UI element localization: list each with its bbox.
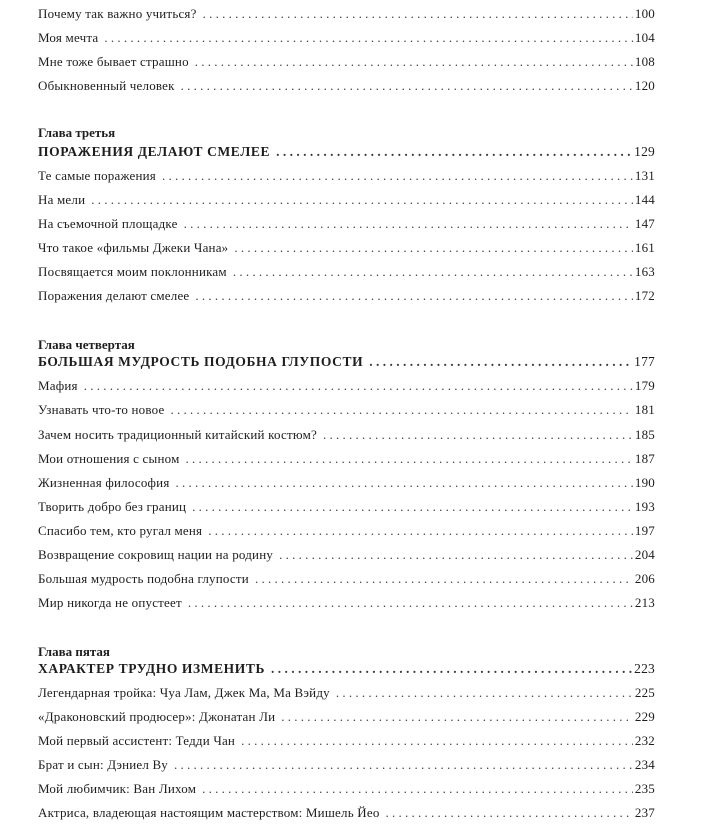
chapter-page: 223 xyxy=(634,661,655,676)
toc-entry-page: 100 xyxy=(634,6,655,21)
dot-leader xyxy=(203,4,633,24)
chapter-label: Глава третья xyxy=(38,125,116,140)
toc-entry-page: 229 xyxy=(634,709,655,724)
dot-leader xyxy=(181,76,633,96)
toc-entry-page: 181 xyxy=(634,402,655,417)
dot-leader xyxy=(281,707,633,727)
toc-entry-page: 225 xyxy=(634,685,655,700)
chapter-title: БОЛЬШАЯ МУДРОСТЬ ПОДОБНА ГЛУПОСТИ xyxy=(38,354,364,369)
toc-entry xyxy=(38,803,655,823)
toc-entry-title: Возвращение сокровищ нации на родину xyxy=(38,547,274,562)
toc-entry xyxy=(38,569,655,589)
toc-entry-title: Посвящается моим поклонникам xyxy=(38,264,227,279)
toc-entry-page: 187 xyxy=(634,451,655,466)
dot-leader xyxy=(234,238,633,258)
toc-entry-page: 204 xyxy=(634,547,655,562)
toc-entry-title: Зачем носить традиционный китайский костюм? xyxy=(38,427,318,442)
toc-entry-title: Легендарная тройка: Чуа Лам, Джек Ма, Ма Вэйду xyxy=(38,685,330,700)
toc-entry-title: Творить добро без границ xyxy=(38,499,187,514)
dot-leader xyxy=(336,683,633,703)
dot-leader xyxy=(202,779,633,799)
dot-leader xyxy=(186,449,633,469)
toc-entry-page: 197 xyxy=(634,523,655,538)
chapter-title-row xyxy=(38,659,655,679)
toc-entry-title: На съемочной площадке xyxy=(38,216,178,231)
toc-entry xyxy=(38,449,655,469)
dot-leader xyxy=(279,545,633,565)
toc-entry-title: Мафия xyxy=(38,378,78,393)
toc-entry-title: На мели xyxy=(38,192,86,207)
toc-entry-title: Те самые поражения xyxy=(38,168,156,183)
dot-leader xyxy=(84,376,633,396)
toc-entry-title: Узнавать что-то новое xyxy=(38,402,165,417)
dot-leader xyxy=(162,166,633,186)
dot-leader xyxy=(192,497,633,517)
dot-leader xyxy=(176,473,633,493)
dot-leader xyxy=(170,400,632,420)
dot-leader xyxy=(323,425,633,445)
toc-entry-title: Брат и сын: Дэниел Ву xyxy=(38,757,168,772)
chapter-label: Глава пятая xyxy=(38,644,110,659)
toc-entry xyxy=(38,593,655,613)
dot-leader xyxy=(386,803,633,823)
dot-leader xyxy=(188,593,633,613)
toc-entry-page: 213 xyxy=(634,595,655,610)
toc-entry-title: Поражения делают смелее xyxy=(38,288,190,303)
chapter-title: ПОРАЖЕНИЯ ДЕЛАЮТ СМЕЛЕЕ xyxy=(38,144,271,159)
toc-entry xyxy=(38,497,655,517)
toc-entry-page: 147 xyxy=(634,216,655,231)
toc-entry-title: Обыкновенный человек xyxy=(38,78,175,93)
toc-entry-title: Актриса, владеющая настоящим мастерством: Мишель Йео xyxy=(38,805,380,820)
toc-entry xyxy=(38,286,655,306)
toc-entry-title: Что такое «фильмы Джеки Чана» xyxy=(38,240,229,255)
dot-leader xyxy=(184,214,633,234)
toc-entry-title: Мир никогда не опустеет xyxy=(38,595,182,610)
toc-entry xyxy=(38,262,655,282)
dot-leader xyxy=(271,659,632,679)
dot-leader xyxy=(241,731,633,751)
chapter-title: ХАРАКТЕР ТРУДНО ИЗМЕНИТЬ xyxy=(38,661,266,676)
toc-entry xyxy=(38,731,655,751)
toc-entry xyxy=(38,779,655,799)
toc-entry xyxy=(38,755,655,775)
toc-entry xyxy=(38,238,655,258)
chapter-label: Глава четвертая xyxy=(38,337,135,352)
chapter-title-row xyxy=(38,352,655,372)
toc-entry xyxy=(38,473,655,493)
toc-entry-page: 179 xyxy=(634,378,655,393)
toc-entry xyxy=(38,166,655,186)
toc-entry-title: Жизненная философия xyxy=(38,475,170,490)
toc-entry xyxy=(38,376,655,396)
toc-entry-page: 235 xyxy=(634,781,655,796)
toc-entry-page: 163 xyxy=(634,264,655,279)
chapter-page: 129 xyxy=(634,144,655,159)
dot-leader xyxy=(195,52,633,72)
toc-entry xyxy=(38,190,655,210)
dot-leader xyxy=(233,262,633,282)
toc-entry-title: Мои отношения с сыном xyxy=(38,451,180,466)
dot-leader xyxy=(276,142,632,162)
toc-entry xyxy=(38,400,655,420)
dot-leader xyxy=(174,755,633,775)
toc-entry-title: Мне тоже бывает страшно xyxy=(38,54,189,69)
dot-leader xyxy=(104,28,633,48)
chapter-page: 177 xyxy=(634,354,655,369)
toc-entry-title: «Драконовский продюсер»: Джонатан Ли xyxy=(38,709,276,724)
toc-entry xyxy=(38,52,655,72)
dot-leader xyxy=(255,569,633,589)
chapter-title-row xyxy=(38,142,655,162)
toc-entry-page: 237 xyxy=(634,805,655,820)
toc-entry-page: 190 xyxy=(634,475,655,490)
dot-leader xyxy=(208,521,633,541)
toc-entry xyxy=(38,28,655,48)
dot-leader xyxy=(195,286,633,306)
toc-entry-page: 108 xyxy=(634,54,655,69)
toc-entry-page: 234 xyxy=(634,757,655,772)
toc-entry-page: 193 xyxy=(634,499,655,514)
toc-entry-page: 144 xyxy=(634,192,655,207)
toc-entry-title: Моя мечта xyxy=(38,30,99,45)
toc-entry xyxy=(38,683,655,703)
toc-entry xyxy=(38,707,655,727)
toc-entry-title: Мой любимчик: Ван Лихом xyxy=(38,781,197,796)
toc-entry-page: 104 xyxy=(634,30,655,45)
toc-entry-page: 161 xyxy=(634,240,655,255)
toc-entry xyxy=(38,214,655,234)
toc-entry-page: 185 xyxy=(634,427,655,442)
toc-entry-page: 120 xyxy=(634,78,655,93)
toc-entry-title: Почему так важно учиться? xyxy=(38,6,197,21)
toc-entry xyxy=(38,4,655,24)
toc-entry xyxy=(38,76,655,96)
toc-entry-title: Мой первый ассистент: Тедди Чан xyxy=(38,733,236,748)
toc-entry-title: Большая мудрость подобна глупости xyxy=(38,571,249,586)
toc-entry-page: 172 xyxy=(634,288,655,303)
toc-entry xyxy=(38,425,655,445)
toc-entry-title: Спасибо тем, кто ругал меня xyxy=(38,523,203,538)
toc-entry-page: 206 xyxy=(634,571,655,586)
dot-leader xyxy=(369,352,632,372)
toc-entry xyxy=(38,521,655,541)
dot-leader xyxy=(91,190,633,210)
toc-entry-page: 131 xyxy=(634,168,655,183)
toc-entry xyxy=(38,545,655,565)
toc-entry-page: 232 xyxy=(634,733,655,748)
